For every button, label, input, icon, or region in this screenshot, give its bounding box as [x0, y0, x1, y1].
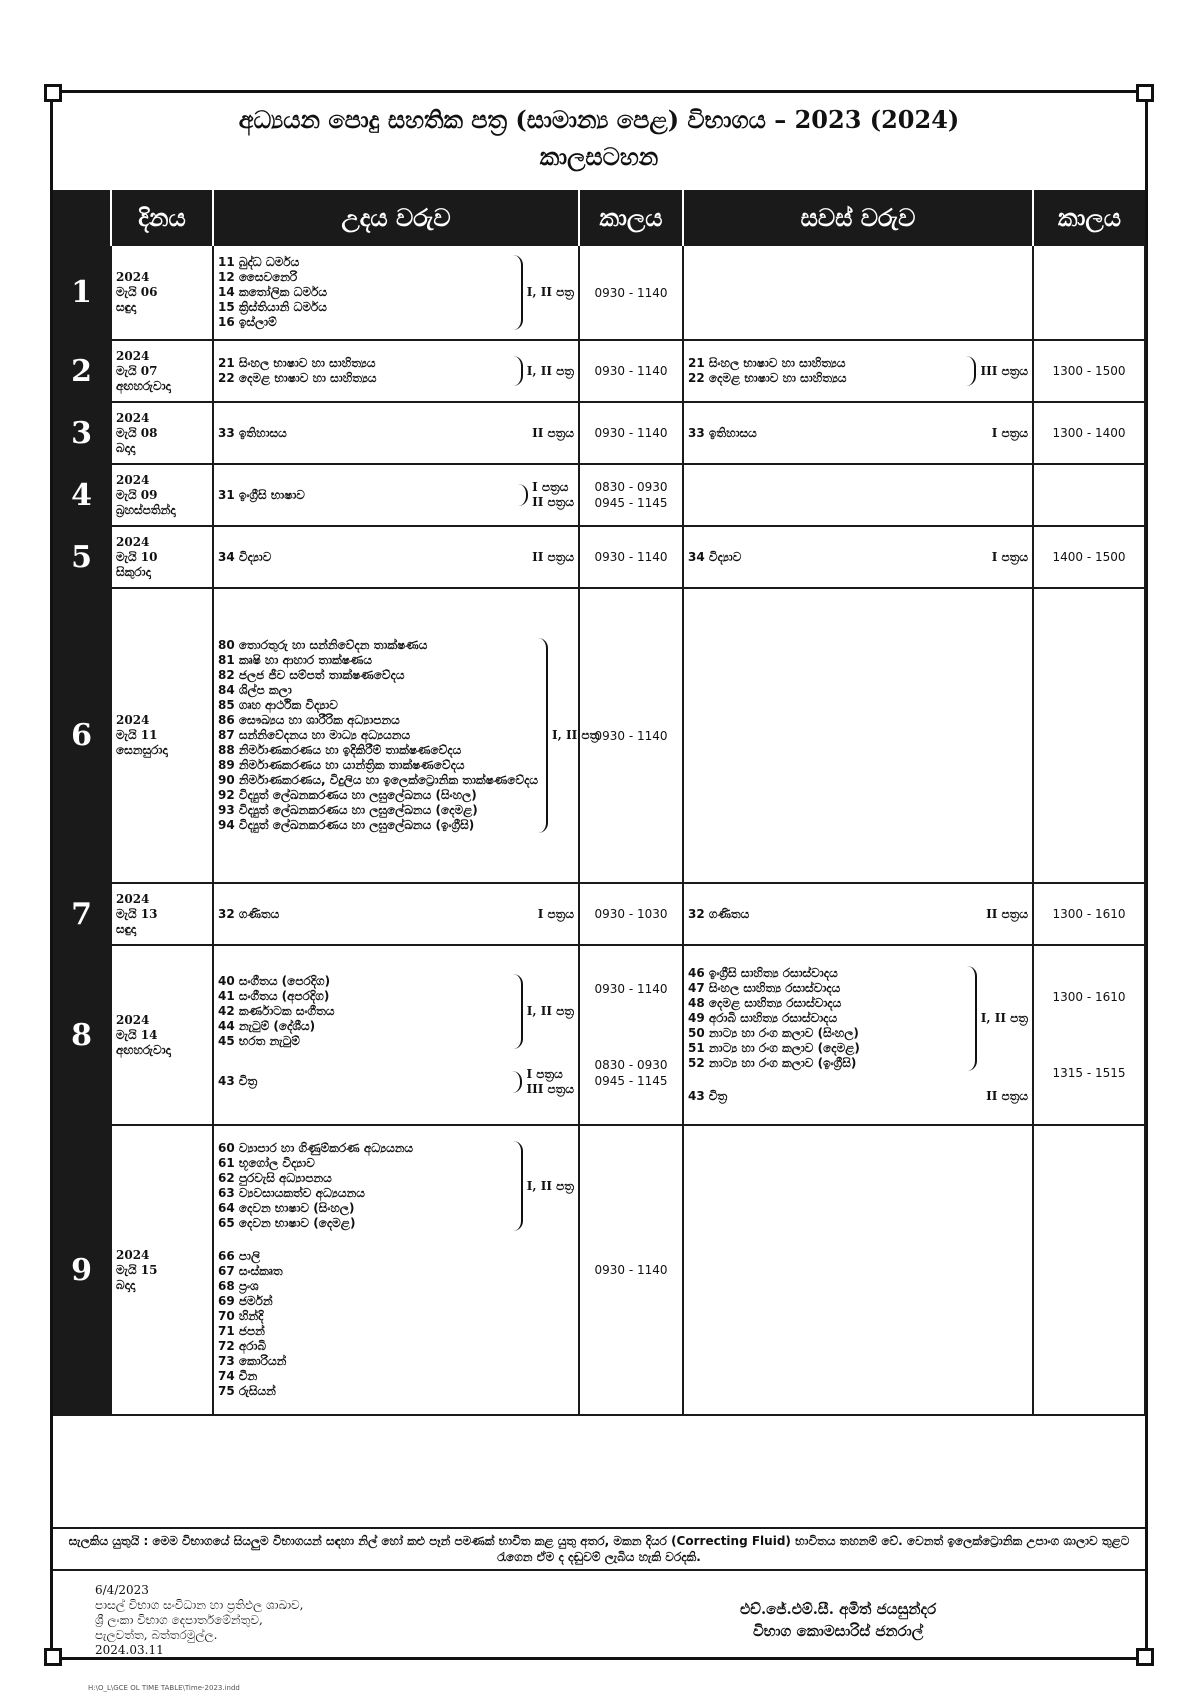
subject-item: 21 සිංහල භාෂාව හා සාහිත්‍යය — [688, 356, 846, 370]
date-line: සඳුදා — [116, 300, 137, 314]
signatory-block — [740, 1598, 936, 1642]
subject-item: 89 නිර්මාණකරණය හා යාන්ත්‍රික තාක්ෂණවේදය — [218, 758, 465, 772]
afternoon-subjects — [683, 1125, 1033, 1415]
subject-block — [688, 907, 1028, 922]
subject-list — [218, 1249, 286, 1399]
afternoon-time — [1033, 588, 1145, 883]
paper-label — [526, 1067, 574, 1097]
exam-title: අධ්‍යයන පොදු සහතික පත්‍ර (සාමාන්‍ය පෙළ) විභාගය – 2023 (2024) — [238, 105, 960, 134]
paper-brace — [513, 255, 574, 330]
day-row — [53, 883, 1145, 945]
issue-date: 6/4/2023 — [95, 1583, 149, 1597]
time-block — [584, 285, 678, 301]
afternoon-time — [1033, 883, 1145, 945]
time-block — [584, 549, 678, 565]
subject-block — [218, 426, 574, 441]
day-number: 8 — [53, 945, 111, 1125]
subject-item: 34 විද්‍යාව — [218, 549, 272, 564]
morning-subjects — [213, 1125, 579, 1415]
paper-brace — [518, 480, 574, 510]
subject-block — [218, 1249, 574, 1399]
morning-subjects — [213, 526, 579, 588]
time-value: 1300 - 1610 — [1052, 990, 1126, 1004]
paper-label: II පත්‍රය — [532, 549, 574, 564]
paper-brace — [513, 974, 574, 1049]
brace-bar — [966, 356, 976, 386]
spacer — [218, 1049, 574, 1067]
subject-block — [218, 974, 574, 1049]
subject-item: 65 දෙවන භාෂාව (දෙමළ) — [218, 1216, 356, 1230]
subject-block — [218, 480, 574, 510]
subject-item: 12 සෛවනෙරි — [218, 270, 298, 284]
afternoon-subjects — [683, 464, 1033, 526]
time-value: 1315 - 1515 — [1052, 1066, 1126, 1080]
subject-item: 32 ගණිතය — [218, 906, 280, 921]
subject-item: 51 නාට්‍ය හා රංග කලාව (දෙමළ) — [688, 1041, 860, 1055]
time-block — [1038, 363, 1140, 379]
date-line: සෙනසුරාදා — [116, 743, 168, 757]
title-block — [53, 93, 1145, 190]
office-date: 2024.03.11 — [95, 1643, 164, 1657]
subject-item: 32 ගණිතය — [688, 906, 750, 921]
time-block — [584, 1057, 678, 1089]
day-date — [111, 464, 213, 526]
subject-item: 34 විද්‍යාව — [688, 549, 742, 564]
subject-item: 73 කොරියන් — [218, 1354, 287, 1368]
date-line: මැයි 15 — [116, 1262, 158, 1277]
paper-label: III පත්‍රය — [980, 363, 1028, 378]
time-block — [584, 425, 678, 441]
day-number: 5 — [53, 526, 111, 588]
brace-bar — [518, 484, 528, 506]
time-block — [1038, 425, 1140, 441]
subject-item: 41 සංගීතය (අපරදිග) — [218, 988, 330, 1003]
time-value: 0930 - 1140 — [594, 285, 668, 300]
time-value: 0930 - 1140 — [594, 1263, 668, 1277]
day-date — [111, 1125, 213, 1415]
paper-brace — [967, 966, 1028, 1071]
spacer — [1038, 1005, 1140, 1065]
subject-item: 21 සිංහල භාෂාව හා සාහිත්‍යය — [218, 356, 376, 370]
subject-block — [688, 1089, 1028, 1104]
date-line: 2024 — [116, 472, 150, 487]
office-line: පැලවත්ත, බත්තරමුල්ල. — [95, 1628, 218, 1642]
date-line: සිකුරාදා — [116, 564, 151, 579]
subject-block — [688, 966, 1028, 1071]
subject-block — [218, 907, 574, 922]
subject-item: 84 ශිල්ප කලා — [218, 683, 292, 697]
paper-label: I, II පත්‍ර — [526, 285, 574, 299]
time-value: 1300 - 1500 — [1052, 364, 1126, 378]
office-line: ශ්‍රී ලංකා විභාග දෙපාර්තමේන්තුව, — [95, 1613, 263, 1627]
date-line: මැයි 10 — [116, 549, 158, 564]
time-value: 0830 - 0930 — [594, 1058, 668, 1072]
paper-brace — [992, 426, 1028, 441]
subject-item: 48 දෙමළ සාහිත්‍ය රසාස්වාදය — [688, 996, 842, 1010]
morning-time — [579, 464, 683, 526]
subject-item: 33 ඉතිහාසය — [688, 425, 757, 440]
afternoon-subjects — [683, 945, 1033, 1125]
afternoon-time — [1033, 526, 1145, 588]
time-value: 0930 - 1140 — [594, 426, 668, 440]
date-line: බ්‍රහස්පතින්දා — [116, 502, 176, 517]
morning-subjects — [213, 883, 579, 945]
subject-block — [218, 1141, 574, 1231]
paper-brace — [512, 1067, 574, 1097]
afternoon-time — [1033, 464, 1145, 526]
subject-list — [218, 426, 287, 441]
subject-list — [688, 966, 860, 1071]
morning-time — [579, 526, 683, 588]
time-value: 1400 - 1500 — [1052, 550, 1126, 564]
date-line: මැයි 13 — [116, 906, 158, 921]
subject-block — [688, 426, 1028, 441]
subject-item: 16 ඉස්ලාම් — [218, 315, 277, 329]
subject-item: 63 ව්‍යවසායකත්ව අධ්‍යයනය — [218, 1186, 365, 1200]
day-number: 6 — [53, 588, 111, 883]
afternoon-subjects — [683, 526, 1033, 588]
subject-item: 43 චිත්‍ර — [688, 1089, 728, 1103]
morning-time — [579, 340, 683, 402]
paper-label: I, II පත්‍ර — [980, 1011, 1028, 1025]
signatory-name: එච්.ජේ.එම්.සී. අමිත් ජයසුන්දර — [740, 1600, 937, 1618]
day-row — [53, 1125, 1145, 1415]
time-value: 0930 - 1030 — [594, 907, 668, 921]
subject-item: 72 අරාබි — [218, 1339, 267, 1353]
time-value: 0945 - 1145 — [594, 496, 668, 510]
paper-label: II පත්‍රය — [532, 425, 574, 440]
afternoon-time — [1033, 245, 1145, 340]
time-value: 0945 - 1145 — [594, 1074, 668, 1088]
spacer — [688, 1071, 1028, 1089]
morning-subjects — [213, 245, 579, 340]
subject-item: 52 නාට්‍ය හා රංග කලාව (ඉංග්‍රීසි) — [688, 1056, 857, 1070]
date-line: මැයි 06 — [116, 285, 158, 299]
paper-label: I පත්‍රය — [991, 549, 1028, 564]
subject-item: 87 සන්නිවේදනය හා මාධ්‍ය අධ්‍යයනය — [218, 728, 411, 742]
subject-item: 68 ප්‍රංශ — [218, 1279, 259, 1293]
file-reference: H:\O_L\GCE OL TIME TABLE\Time-2023.indd — [88, 1684, 240, 1692]
day-row — [53, 588, 1145, 883]
date-line: බදාදා — [116, 1277, 136, 1292]
day-row — [53, 464, 1145, 526]
day-date — [111, 526, 213, 588]
paper-brace — [992, 550, 1028, 565]
subject-item: 40 සංගීතය (පෙරදිග) — [218, 973, 331, 988]
subject-item: 71 ජපන් — [218, 1324, 265, 1338]
date-line: 2024 — [116, 534, 150, 549]
date-line: බදාදා — [116, 440, 136, 455]
subject-item: 81 කෘෂි හා ආහාර තාක්ෂණය — [218, 653, 372, 667]
time-block — [1038, 1065, 1140, 1081]
header-morning-time: කාලය — [579, 190, 683, 245]
paper-line: II පත්‍රය — [532, 495, 574, 509]
morning-time — [579, 945, 683, 1125]
subject-item: 85 ගෘහ ආර්ථික විද්‍යාව — [218, 698, 338, 712]
day-number: 4 — [53, 464, 111, 526]
time-value: 1300 - 1610 — [1052, 907, 1126, 921]
brace-bar — [513, 1141, 523, 1231]
morning-time — [579, 883, 683, 945]
subject-item: 67 සංස්කෘත — [218, 1264, 283, 1278]
day-row — [53, 245, 1145, 340]
morning-time — [579, 588, 683, 883]
afternoon-subjects — [683, 402, 1033, 464]
subject-list — [688, 550, 741, 565]
subject-block — [218, 356, 574, 386]
corner-ornament — [44, 1648, 62, 1666]
subject-block — [218, 550, 574, 565]
day-number: 9 — [53, 1125, 111, 1415]
time-value: 0930 - 1140 — [594, 364, 668, 378]
subject-item: 31 ඉංග්‍රීසි භාෂාව — [218, 487, 305, 502]
subject-list — [218, 1141, 413, 1231]
timetable — [53, 190, 1145, 1416]
brace-bar — [513, 356, 523, 386]
subject-item: 80 තොරතුරු හා සන්නිවේදන තාක්ෂණය — [218, 638, 428, 652]
issuing-office — [95, 1583, 303, 1658]
day-date — [111, 588, 213, 883]
paper-label: I පත්‍රය — [991, 425, 1028, 440]
subject-item: 45 භරත නැටුම් — [218, 1033, 300, 1048]
day-number: 2 — [53, 340, 111, 402]
subject-block — [218, 638, 600, 833]
time-block — [1038, 906, 1140, 922]
subject-item: 82 ජලජ ජීව සම්පත් තාක්ෂණවේදය — [218, 668, 405, 682]
day-date — [111, 340, 213, 402]
subject-item: 43 චිත්‍ර — [218, 1074, 258, 1088]
afternoon-time — [1033, 945, 1145, 1125]
day-number: 1 — [53, 245, 111, 340]
paper-label: II පත්‍රය — [986, 906, 1028, 921]
subject-item: 61 භූගෝල විද්‍යාව — [218, 1156, 315, 1170]
subject-item: 64 දෙවන භාෂාව (සිංහල) — [218, 1201, 355, 1215]
header-num — [53, 190, 111, 245]
morning-subjects — [213, 945, 579, 1125]
subject-list — [218, 1074, 257, 1089]
subject-item: 42 කර්ණාටක සංගීතය — [218, 1003, 335, 1018]
subject-list — [218, 255, 327, 330]
subject-item: 22 දෙමළ භාෂාව හා සාහිත්‍යය — [688, 371, 847, 385]
time-block — [584, 1262, 678, 1278]
paper-label: I, II පත්‍ර — [526, 363, 574, 378]
morning-subjects — [213, 340, 579, 402]
subject-item: 90 නිර්මාණකරණය, විදුලිය හා ඉලෙක්ට්‍රොනික තාක්ෂණවේදය — [218, 773, 539, 787]
time-block — [584, 981, 678, 997]
date-line: 2024 — [116, 1012, 150, 1027]
morning-subjects — [213, 402, 579, 464]
subject-block — [688, 550, 1028, 565]
subject-list — [688, 356, 847, 386]
corner-ornament — [1136, 1648, 1154, 1666]
paper-brace — [966, 356, 1028, 386]
afternoon-time — [1033, 1125, 1145, 1415]
morning-time — [579, 402, 683, 464]
day-date — [111, 945, 213, 1125]
header-day: දිනය — [111, 190, 213, 245]
paper-label: I, II පත්‍ර — [526, 1178, 574, 1193]
time-value: 0830 - 0930 — [594, 480, 668, 494]
subject-item: 47 සිංහල සාහිත්‍ය රසාස්වාදය — [688, 981, 841, 995]
time-block — [584, 363, 678, 379]
subject-item: 88 නිර්මාණකරණය හා ඉදිකිරීම් තාක්ෂණවේදය — [218, 743, 462, 757]
afternoon-time — [1033, 340, 1145, 402]
subject-item: 66 පාලි — [218, 1249, 261, 1263]
subject-item: 22 දෙමළ භාෂාව හා සාහිත්‍යය — [218, 371, 377, 385]
brace-bar — [513, 255, 523, 330]
header-afternoon: සවස් වරුව — [683, 190, 1033, 245]
subject-block — [688, 356, 1028, 386]
subject-list — [218, 356, 377, 386]
morning-subjects — [213, 464, 579, 526]
date-line: අඟහරුවාදා — [116, 1042, 171, 1057]
subject-item: 60 ව්‍යාපාර හා ගිණුම්කරණ අධ්‍යයනය — [218, 1141, 414, 1155]
date-line: 2024 — [116, 270, 150, 284]
date-line: 2024 — [116, 891, 150, 906]
subject-list — [218, 638, 538, 833]
time-value: 0930 - 1140 — [594, 550, 668, 564]
day-row — [53, 945, 1145, 1125]
morning-time — [579, 245, 683, 340]
paper-brace — [532, 426, 574, 441]
time-block — [1038, 989, 1140, 1005]
subject-item: 33 ඉතිහාසය — [218, 425, 287, 440]
subject-item: 92 විද්‍යුත් ලේඛනකරණය හා ලඝුලේඛනය (සිංහල) — [218, 788, 477, 802]
afternoon-subjects — [683, 883, 1033, 945]
subject-list — [218, 974, 334, 1049]
subject-item: 62 පුරවැසි අධ්‍යාපනය — [218, 1171, 332, 1185]
time-block — [584, 728, 678, 744]
date-line: 2024 — [116, 713, 150, 727]
subject-item: 94 විද්‍යුත් ලේඛනකරණය හා ලඝුලේඛනය (ඉංග්‍රීසි) — [218, 818, 475, 832]
date-line: මැයි 08 — [116, 425, 158, 440]
timetable-table — [53, 190, 1146, 1416]
paper-label: I පත්‍රය — [537, 906, 574, 921]
date-line: මැයි 09 — [116, 487, 158, 502]
subject-item: 46 ඉංග්‍රීසි සාහිත්‍ය රසාස්වාදය — [688, 966, 838, 980]
subject-item: 49 අරාබි සාහිත්‍ය රසාස්වාදය — [688, 1011, 838, 1025]
time-block — [584, 906, 678, 922]
subject-item: 11 බුද්ධ ධර්මය — [218, 255, 300, 269]
afternoon-subjects — [683, 588, 1033, 883]
paper-brace — [986, 1089, 1028, 1104]
paper-line: I පත්‍රය — [532, 480, 569, 494]
paper-label: I, II පත්‍ර — [526, 1003, 574, 1018]
paper-brace — [513, 356, 574, 386]
subject-item: 14 කතෝලික ධර්මය — [218, 285, 327, 299]
subject-item: 93 විද්‍යුත් ලේඛනකරණය හා ලඝුලේඛනය (දෙමළ) — [218, 803, 478, 817]
subject-item: 15 ක්‍රිස්තියානි ධර්මය — [218, 300, 327, 314]
subject-item: 70 හින්දි — [218, 1309, 264, 1323]
brace-bar — [512, 1071, 522, 1093]
paper-label — [532, 480, 574, 510]
subject-block — [218, 1067, 574, 1097]
paper-line: I පත්‍රය — [526, 1066, 563, 1081]
date-line: 2024 — [116, 348, 150, 363]
subject-item: 75 රුසියන් — [218, 1384, 276, 1398]
morning-subjects — [213, 588, 600, 883]
paper-brace — [538, 907, 574, 922]
brace-bar — [513, 974, 523, 1049]
day-row — [53, 340, 1145, 402]
time-value: 1300 - 1400 — [1052, 426, 1126, 440]
subject-item: 50 නාට්‍ය හා රංග කලාව (සිංහල) — [688, 1026, 859, 1040]
day-date — [111, 883, 213, 945]
date-line: මැයි 11 — [116, 728, 158, 742]
afternoon-time — [1033, 402, 1145, 464]
day-row — [53, 526, 1145, 588]
subject-list — [688, 1089, 727, 1104]
date-line: සඳුදා — [116, 921, 137, 936]
subject-list — [688, 426, 757, 441]
time-value: 0930 - 1140 — [594, 982, 668, 996]
paper-brace — [513, 1141, 574, 1231]
subject-block — [218, 255, 574, 330]
paper-label: I, II පත්‍ර — [552, 728, 600, 742]
subject-list — [218, 488, 305, 503]
time-block — [1038, 549, 1140, 565]
header-afternoon-time: කාලය — [1033, 190, 1145, 245]
time-block — [584, 479, 678, 511]
office-line: පාසල් විභාග සංවිධාන හා ප්‍රතිඵල ශාඛාව, — [95, 1598, 304, 1612]
header-morning: උදය වරුව — [213, 190, 579, 245]
subject-item: 74 චීන — [218, 1369, 258, 1383]
date-line: මැයි 14 — [116, 1027, 158, 1042]
paper-label: II පත්‍රය — [986, 1089, 1028, 1103]
afternoon-subjects — [683, 245, 1033, 340]
subject-item: 69 ජර්මන් — [218, 1294, 273, 1308]
timetable-title: කාලසටහන — [539, 142, 659, 171]
brace-bar — [967, 966, 977, 1071]
morning-time — [579, 1125, 683, 1415]
subject-list — [218, 907, 279, 922]
date-line: අඟහරුවාදා — [116, 378, 171, 393]
spacer — [584, 997, 678, 1057]
header-row — [53, 190, 1145, 245]
day-row — [53, 402, 1145, 464]
paper-brace — [538, 638, 599, 833]
paper-brace — [986, 907, 1028, 922]
subject-item: 86 සෞඛ්‍යය හා ශාරීරික අධ්‍යාපනය — [218, 713, 400, 727]
time-value: 0930 - 1140 — [594, 728, 668, 743]
date-line: 2024 — [116, 410, 150, 425]
subject-list — [218, 550, 271, 565]
brace-bar — [538, 638, 548, 833]
day-number: 7 — [53, 883, 111, 945]
paper-brace — [532, 550, 574, 565]
day-number: 3 — [53, 402, 111, 464]
date-line: මැයි 07 — [116, 363, 158, 378]
day-date — [111, 402, 213, 464]
subject-list — [688, 907, 749, 922]
date-line: 2024 — [116, 1247, 150, 1262]
day-date — [111, 245, 213, 340]
subject-item: 44 නැටුම් (දේශීය) — [218, 1018, 316, 1033]
paper-line: III පත්‍රය — [526, 1081, 574, 1096]
signatory-title: විභාග කොමසාරිස් ජනරාල් — [753, 1622, 924, 1640]
afternoon-subjects — [683, 340, 1033, 402]
footer-note: සැලකිය යුතුයි : මෙම විභාගයේ සියලුම විභාගයන් සඳහා නිල් හෝ කළු පෑන් පමණක් භාවිත කළ යුතු අතර, මකන දියර (Correcting Fluid) භාවිතය තහනම් වේ. වෙනත් ඉලෙක්ට්‍රොනික උපාංග ශාලාව තුළට රැගෙන ඒම ද දඬුවම් ලැබිය හැකි වරදකි. — [53, 1527, 1145, 1571]
spacer — [218, 1231, 574, 1249]
